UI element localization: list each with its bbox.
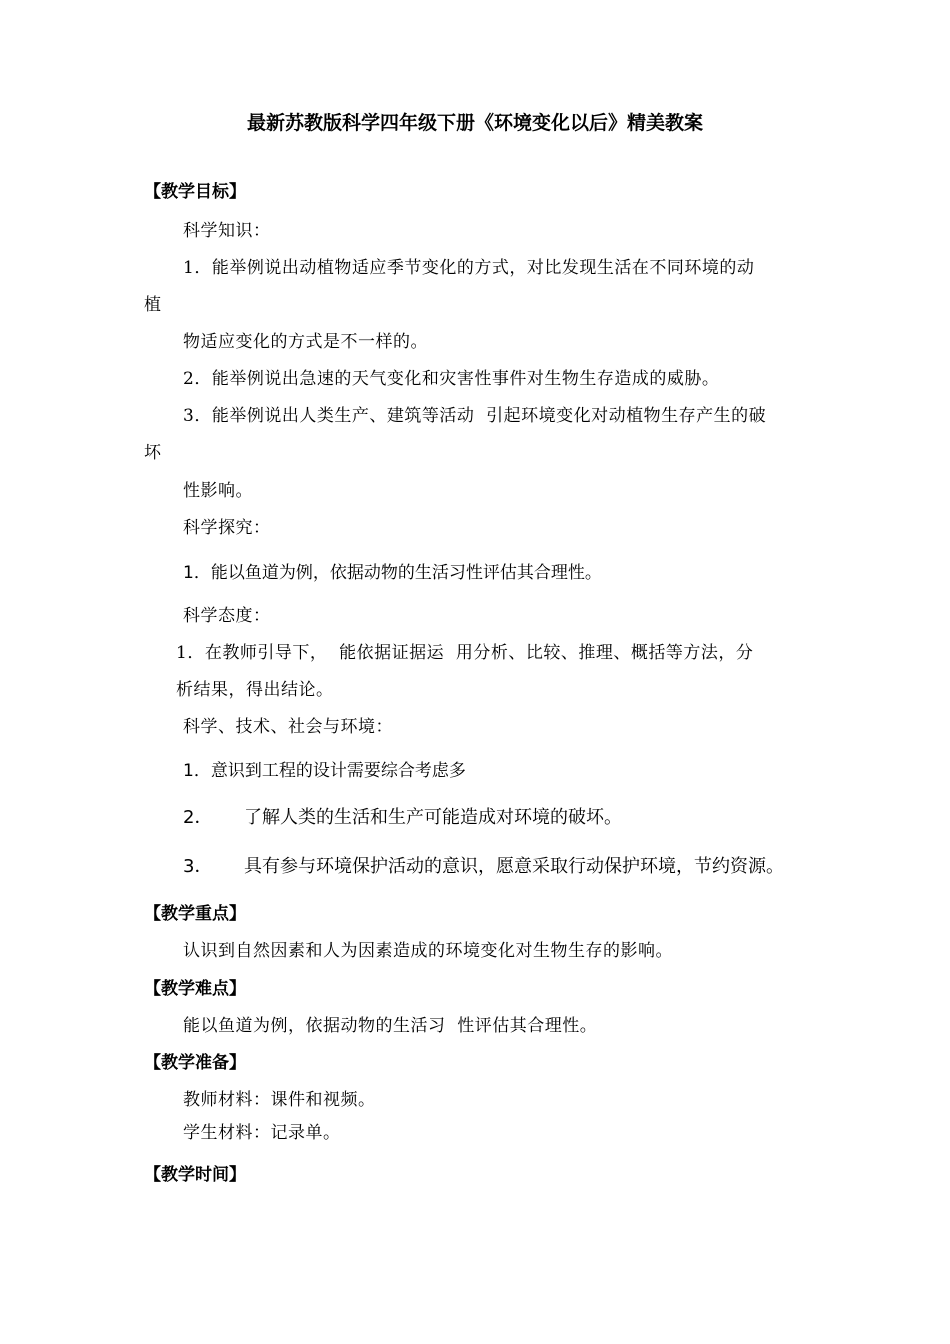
stse-heading: 科学、技术、社会与环境： [183, 717, 393, 737]
attitude-item-1-line-2: 析结果，得出结论。 [176, 680, 334, 700]
inquiry-heading: 科学探究： [183, 518, 271, 538]
section-heading-key-points: 【教学重点】 [144, 904, 246, 924]
document-title: 最新苏教版科学四年级下册《环境变化以后》精美教案 [246, 112, 703, 134]
knowledge-item-3-line-2: 坏 [144, 443, 161, 463]
knowledge-item-3-line-1: 3．能举例说出人类生产、建筑等活动 引起环境变化对动植物生存产生的破 [183, 406, 767, 426]
stse-item-3-text: 具有参与环境保护活动的意识，愿意采取行动保护环境，节约资源。 [244, 856, 784, 877]
knowledge-item-1-line-3: 物适应变化的方式是不一样的。 [183, 332, 428, 352]
preparation-teacher: 教师材料：课件和视频。 [183, 1090, 376, 1110]
section-heading-difficulties: 【教学难点】 [144, 979, 246, 999]
attitude-heading: 科学态度： [183, 606, 271, 626]
section-heading-objectives: 【教学目标】 [144, 182, 246, 202]
stse-item-1: 1．意识到工程的设计需要综合考虑多 [183, 761, 466, 781]
knowledge-item-1-line-1: 1．能举例说出动植物适应季节变化的方式，对比发现生活在不同环境的动 [183, 258, 755, 278]
preparation-student: 学生材料：记录单。 [183, 1123, 341, 1143]
knowledge-item-3-line-3: 性影响。 [183, 481, 253, 501]
inquiry-item-1: 1．能以鱼道为例，依据动物的生活习性评估其合理性。 [183, 563, 602, 583]
key-points-text: 认识到自然因素和人为因素造成的环境变化对生物生存的影响。 [183, 941, 673, 961]
section-heading-preparation: 【教学准备】 [144, 1053, 246, 1073]
stse-item-2-text: 了解人类的生活和生产可能造成对环境的破坏。 [244, 807, 622, 828]
stse-item-2-number: 2． [183, 807, 213, 828]
knowledge-item-1-line-2: 植 [144, 295, 161, 315]
knowledge-heading: 科学知识： [183, 221, 271, 241]
difficulties-text: 能以鱼道为例，依据动物的生活习 性评估其合理性。 [183, 1016, 598, 1036]
knowledge-item-2: 2．能举例说出急速的天气变化和灾害性事件对生物生存造成的威胁。 [183, 369, 720, 389]
stse-item-3-number: 3． [183, 856, 213, 877]
attitude-item-1-line-1: 1．在教师引导下， 能依据证据运 用分析、比较、推理、概括等方法，分 [176, 643, 754, 663]
section-heading-time: 【教学时间】 [144, 1165, 246, 1185]
